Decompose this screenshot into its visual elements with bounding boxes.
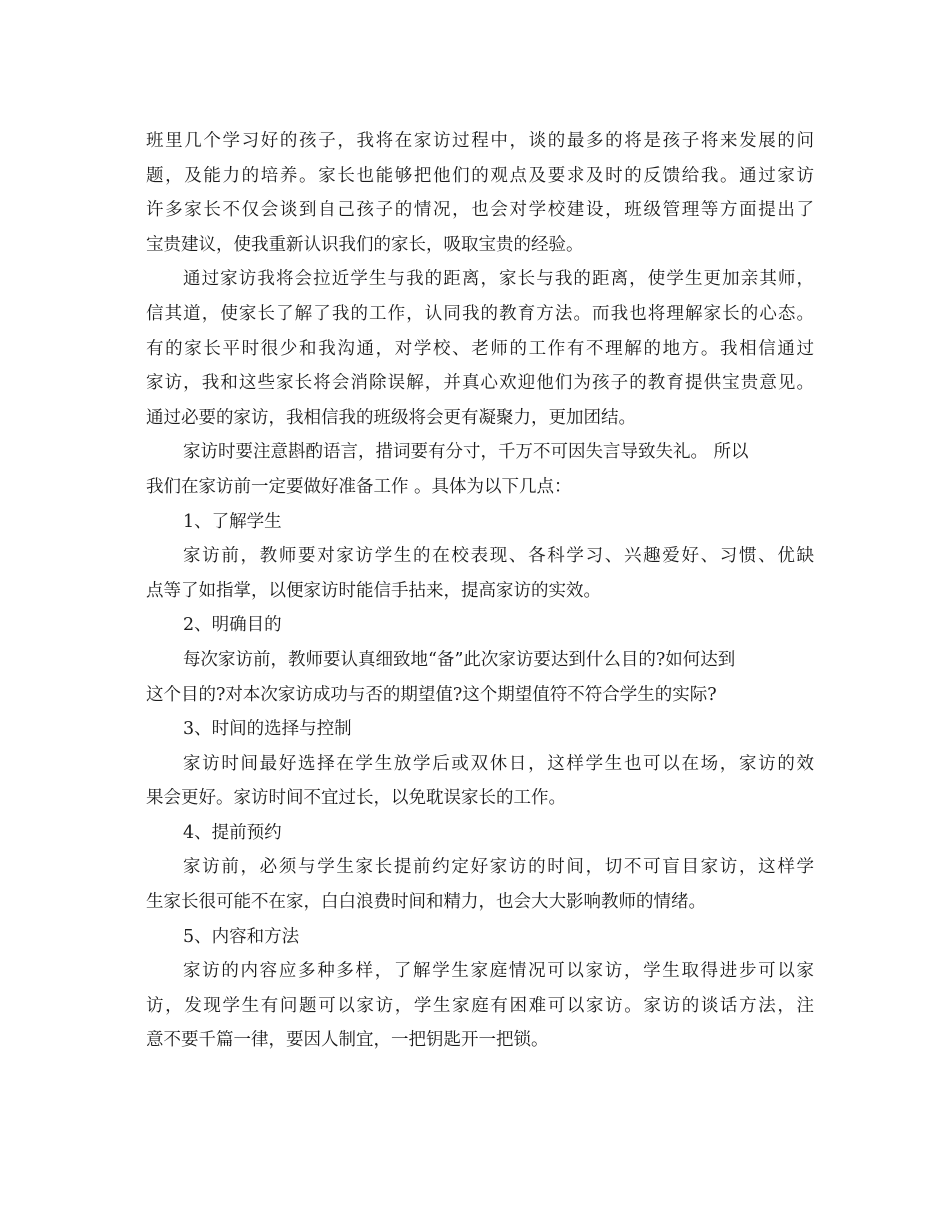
section-heading: 2、明确目的: [183, 615, 282, 636]
text-line: 访，发现学生有问题可以家访，学生家庭有困难可以家访。家访的谈话方法，注: [146, 995, 814, 1016]
text-line: 家访前，教师要对家访学生的在校表现、各科学习、兴趣爱好、习惯、优缺: [183, 546, 814, 567]
section-heading: 1、了解学生: [183, 511, 282, 532]
text-line: 通过必要的家访，我相信我的班级将会更有凝聚力，更加团结。: [146, 407, 636, 428]
text-line: 这个目的?对本次家访成功与否的期望值?这个期望值符不符合学生的实际?: [146, 684, 717, 705]
text-line: 家访时间最好选择在学生放学后或双休日，这样学生也可以在场，家访的效: [183, 753, 814, 774]
section-heading: 4、提前预约: [183, 822, 282, 843]
text-line: 每次家访前，教师要认真细致地“备”此次家访要达到什么目的?如何达到: [183, 649, 736, 670]
text-line: 果会更好。家访时间不宜过长，以免耽误家长的工作。: [146, 788, 566, 809]
document-body: [146, 124, 814, 1058]
text-line: 家访前，必须与学生家长提前约定好家访的时间，切不可盲目家访，这样学: [183, 857, 814, 878]
text-line: 有的家长平时很少和我沟通，对学校、老师的工作有不理解的地方。我相信通过: [146, 338, 814, 359]
text-line: 点等了如指掌，以便家访时能信手拈来，提高家访的实效。: [146, 580, 601, 601]
text-line: 宝贵建议，使我重新认识我们的家长，吸取宝贵的经验。: [146, 234, 584, 255]
text-line: 题，及能力的培养。家长也能够把他们的观点及要求及时的反馈给我。通过家访: [146, 165, 814, 186]
text-line: 家访的内容应多种多样，了解学生家庭情况可以家访，学生取得进步可以家: [183, 961, 814, 982]
text-line: 许多家长不仅会谈到自己孩子的情况，也会对学校建设，班级管理等方面提出了: [146, 200, 814, 221]
text-line: 家访，我和这些家长将会消除误解，并真心欢迎他们为孩子的教育提供宝贵意见。: [146, 373, 814, 394]
text-line: 通过家访我将会拉近学生与我的距离，家长与我的距离，使学生更加亲其师，: [183, 269, 814, 290]
section-heading: 3、时间的选择与控制: [183, 719, 352, 740]
text-line: 家访时要注意斟酌语言，措词要有分寸，千万不可因失言导致失礼。 所以: [183, 442, 749, 463]
text-line: 信其道，使家长了解了我的工作，认同我的教育方法。而我也将理解家长的心态。: [146, 303, 814, 324]
section-heading: 5、内容和方法: [183, 926, 300, 947]
text-line: 我们在家访前一定要做好准备工作 。具体为以下几点：: [146, 476, 572, 497]
text-line: 班里几个学习好的孩子，我将在家访过程中，谈的最多的将是孩子将来发展的问: [146, 131, 814, 151]
text-line: 生家长很可能不在家，白白浪费时间和精力，也会大大影响教师的情绪。: [146, 892, 706, 913]
text-line: 意不要千篇一律，要因人制宜，一把钥匙开一把锁。: [146, 1030, 549, 1051]
